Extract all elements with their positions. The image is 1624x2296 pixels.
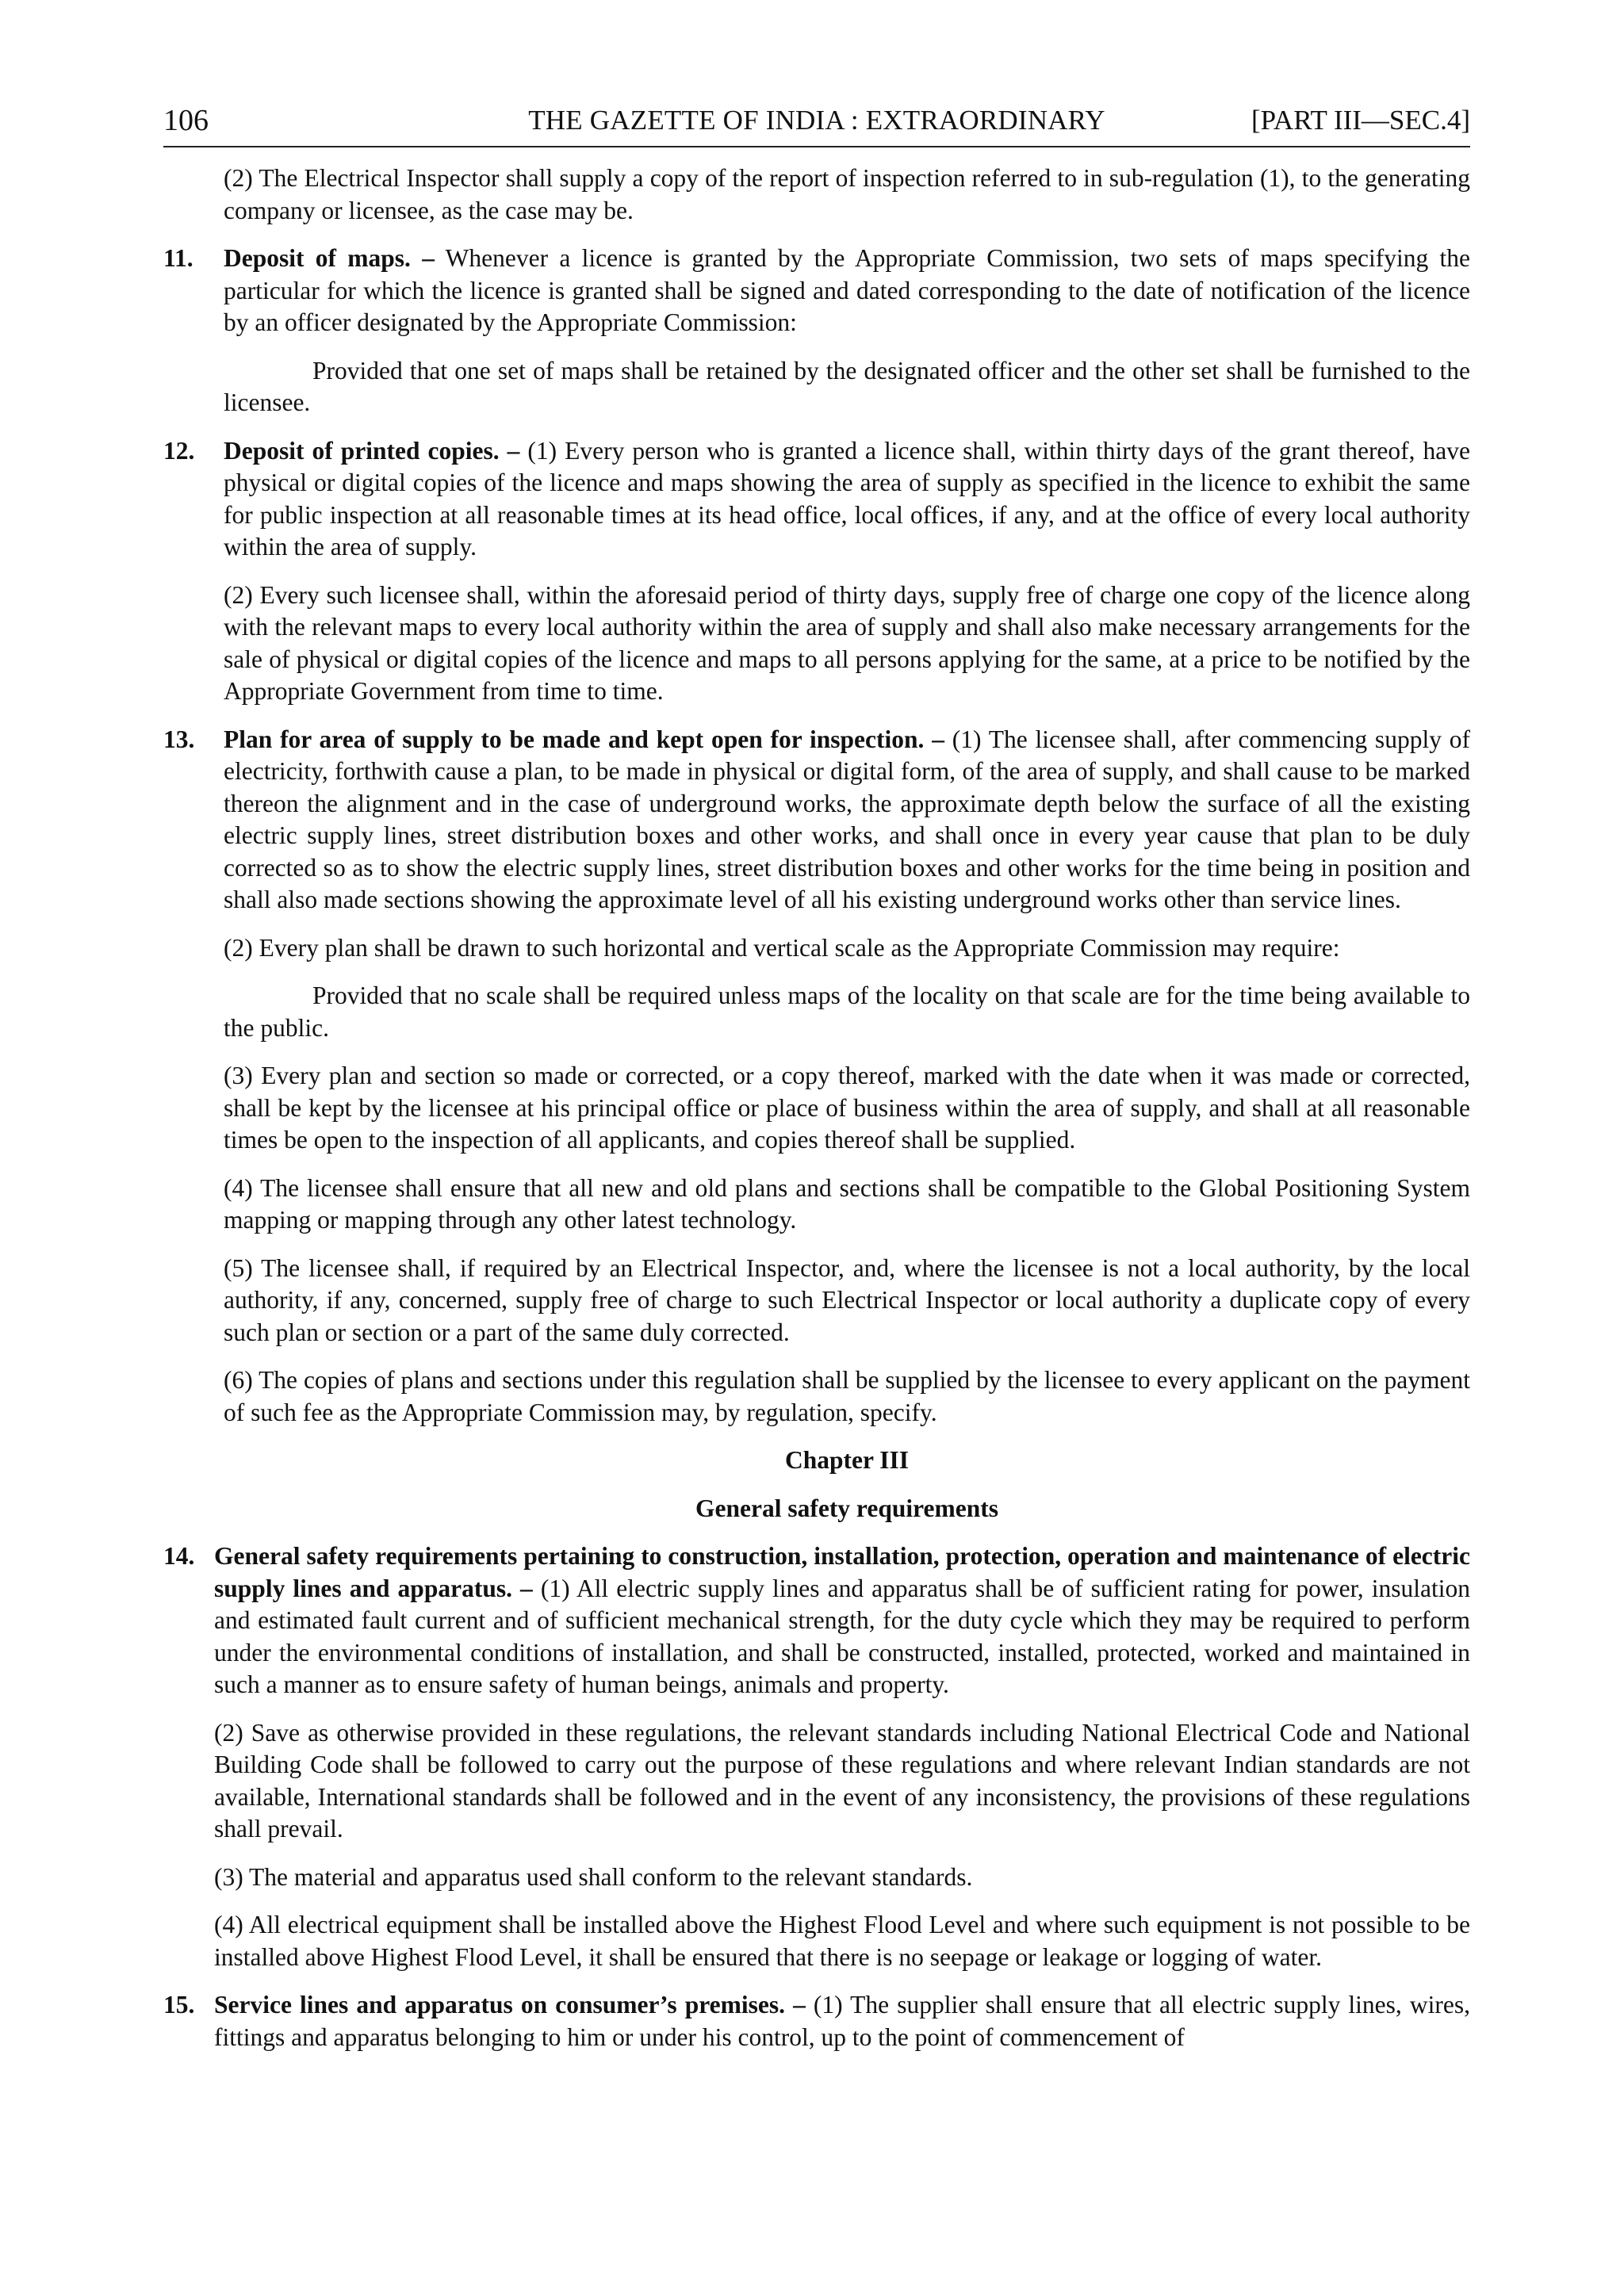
regulation-13-subpara-6: (6) The copies of plans and sections under this regulation shall be supplied by the licensee to every applicant on the payment of such fee as the Appropriate Commission may, by regulation, specify. (224, 1366, 1470, 1426)
regulation-text: (1) All electric supply lines and apparatus shall be of sufficient rating for power, insulation and estimated fault current and of sufficient mechanical strength, for the duty cycle which they may be required to perform under the environmental conditions of installation, and shall be constructed, installed, protected, worked and maintained in such a manner as to ensure safety of human beings, animals and property. (214, 1574, 1470, 1698)
regulation-text: (1) The supplier shall ensure that all electric supply lines, wires, fittings and apparatus belonging to him or under his control, up to the point of commencement of (214, 1991, 1470, 2051)
regulation-14-subpara-4: (4) All electrical equipment shall be installed above the Highest Flood Level and where such equipment is not possible to be installed above Highest Flood Level, it shall be ensured that there is no seepage or leakage or logging of water. (214, 1911, 1470, 1971)
chapter-subtitle: General safety requirements (695, 1494, 998, 1522)
regulation-11 (163, 243, 1470, 339)
regulation-number: 14. (163, 1542, 195, 1570)
regulation-13-subpara-3: (3) Every plan and section so made or corrected, or a copy thereof, marked with the date when it was made or corrected, shall be kept by the licensee at his principal office or place of business within the area of supply, and shall at all reasonable times be open to the inspection of all applicants, and copies thereof shall be supplied. (224, 1062, 1470, 1154)
regulation-heading: Service lines and apparatus on consumer’s premises. – (214, 1991, 806, 2019)
document-body (163, 163, 1470, 2069)
chapter-title: Chapter III (784, 1446, 910, 1474)
regulation-13-proviso: Provided that no scale shall be required unless maps of the locality on that scale are for the time being available to the public. (224, 982, 1470, 1042)
regulation-text: (1) Every person who is granted a licence shall, within thirty days of the grant thereof, have physical or digital copies of the licence and maps showing the area of supply as specified in the licence to exhibit the same for public inspection at all reasonable times at its head office, local offices, if any, and at the office of every local authority within the area of supply. (224, 436, 1470, 561)
regulation-15 (163, 1989, 1470, 2053)
regulation-13-subpara-4: (4) The licensee shall ensure that all new and old plans and sections shall be compatible to the Global Positioning System mapping or mapping through any other latest technology. (224, 1173, 1470, 1234)
regulation-number: 13. (163, 725, 195, 753)
regulation-heading: Deposit of maps. – (224, 244, 435, 272)
regulation-text: (1) The licensee shall, after commencing supply of electricity, forthwith cause a plan, to be made in physical or digital form, of the area of supply, and shall cause to be marked thereon the alignment and in the case of underground works, the approximate depth below the surface of all the existing electric supply lines, street distribution boxes and other works, and shall once in every year cause that plan to be duly corrected so as to show the electric supply lines, street distribution boxes and other works for the time being in position and shall also made sections showing the approximate level of all his existing underground works other than service lines. (224, 725, 1470, 913)
regulation-text: Whenever a licence is granted by the Appropriate Commission, two sets of maps specifying the particular for which the licence is granted shall be signed and dated corresponding to the date of notification of the licence by an officer designated by the Appropriate Commission: (224, 244, 1470, 336)
regulation-13-subpara-2: (2) Every plan shall be drawn to such horizontal and vertical scale as the Appropriate Commission may require: (224, 933, 1340, 962)
regulation-number: 15. (163, 1991, 195, 2019)
regulation-11-proviso: Provided that one set of maps shall be retained by the designated officer and the other set shall be furnished to the licensee. (224, 356, 1470, 416)
regulation-14-subpara-3: (3) The material and apparatus used shall conform to the relevant standards. (214, 1862, 973, 1891)
regulation-13-subpara-5: (5) The licensee shall, if required by an Electrical Inspector, and, where the licensee is not a local authority, by the local authority, if any, concerned, supply free of charge to such Electrical Inspector or local authority a duplicate copy of every such plan or section or a part of the same duly corrected. (224, 1253, 1470, 1346)
regulation-14-subpara-2: (2) Save as otherwise provided in these regulations, the relevant standards including National Electrical Code and National Building Code shall be followed to carry out the purpose of these regulations and where relevant Indian standards are not available, International standards shall be followed and in the event of any inconsistency, the provisions of these regulations shall prevail. (214, 1718, 1470, 1843)
regulation-heading: Deposit of printed copies. – (224, 436, 520, 465)
regulation-heading: Plan for area of supply to be made and kept open for inspection. – (224, 725, 944, 753)
part-section-label: [PART III—SEC.4] (1251, 105, 1470, 136)
page-header (163, 98, 1470, 143)
page-number: 106 (163, 104, 209, 137)
regulation-14 (163, 1540, 1470, 1701)
header-rule (163, 146, 1470, 147)
regulation-12 (163, 435, 1470, 564)
regulation-number: 11. (163, 244, 193, 272)
regulation-number: 12. (163, 436, 195, 465)
regulation-13 (163, 724, 1470, 916)
regulation-heading: General safety requirements pertaining to construction, installation, protection, operation and maintenance of electric supply lines and apparatus. – (214, 1542, 1470, 1602)
regulation-10-subpara-2: (2) The Electrical Inspector shall supply a copy of the report of inspection referred to in sub-regulation (1), to the generating company or licensee, as the case may be. (224, 164, 1470, 224)
regulation-12-subpara-2: (2) Every such licensee shall, within the aforesaid period of thirty days, supply free of charge one copy of the licence along with the relevant maps to every local authority within the area of supply and shall also make necessary arrangements for the sale of physical or digital copies of the licence and maps to all persons applying for the same, at a price to be notified by the Appropriate Government from time to time. (224, 580, 1470, 705)
gazette-title: THE GAZETTE OF INDIA : EXTRAORDINARY (528, 105, 1105, 136)
